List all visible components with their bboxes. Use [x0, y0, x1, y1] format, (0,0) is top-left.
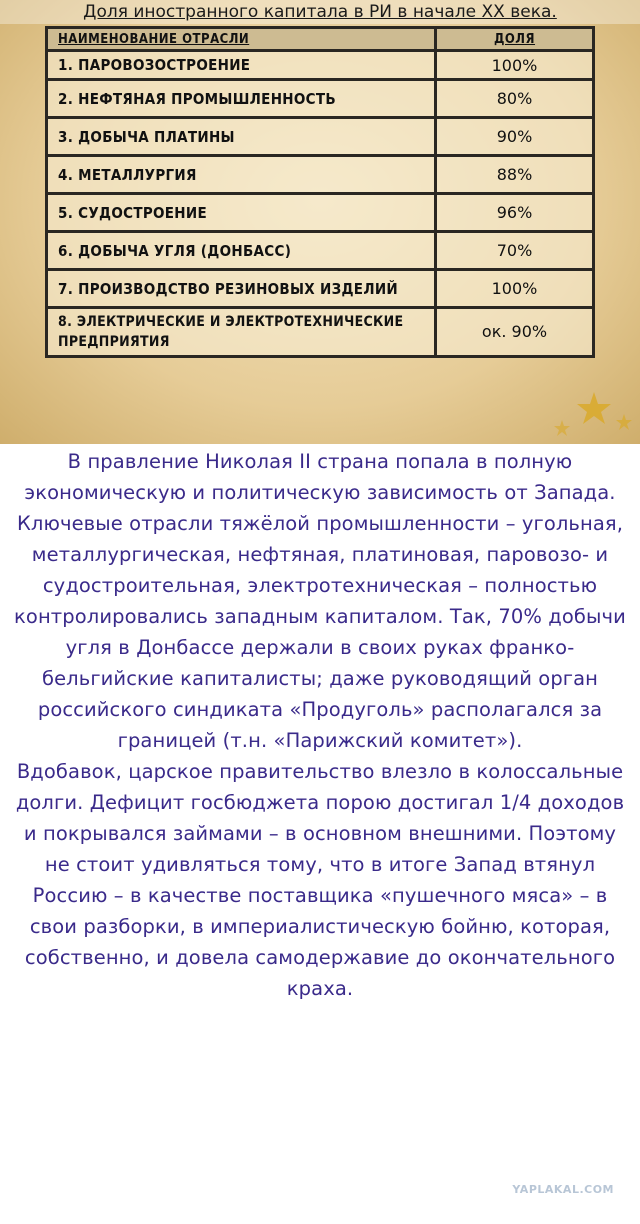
industry-name: 6. ДОБЫЧА УГЛЯ (ДОНБАСС) — [47, 232, 436, 270]
table-row — [47, 308, 594, 357]
paragraph: Вдобавок, царское правительство влезло в колоссальные долги. Дефицит госбюджета порою достигал 1/4 доходов и покрывался займами – в основном внешними. Поэтому не стоит удивляться тому, что в итоге Запад втянул Россию – в качестве поставщика «пушечного мяса» – в свои разборки, в империалистическую бойню, которая, собственно, и довела самодержавие до окончательного краха. — [15, 760, 625, 1000]
industry-name: 7. ПРОИЗВОДСТВО РЕЗИНОВЫХ ИЗДЕЛИЙ — [47, 270, 436, 308]
star-decoration-icon — [524, 384, 634, 444]
industry-name: 3. ДОБЫЧА ПЛАТИНЫ — [47, 118, 436, 156]
industry-share: ок. 90% — [436, 308, 594, 357]
table-title: Доля иностранного капитала в РИ в начале XX века. — [0, 0, 640, 24]
industry-name: 5. СУДОСТРОЕНИЕ — [47, 194, 436, 232]
industry-name: 4. МЕТАЛЛУРГИЯ — [47, 156, 436, 194]
industry-name: 8. ЭЛЕКТРИЧЕСКИЕ И ЭЛЕКТРОТЕХНИЧЕСКИЕ ПРЕДПРИЯТИЯ — [47, 308, 436, 357]
table-row — [47, 232, 594, 270]
watermark: YAPLAKAL.COM — [512, 1183, 614, 1196]
industry-name: 1. ПАРОВОЗОСТРОЕНИЕ — [47, 51, 436, 80]
foreign-capital-table — [45, 26, 595, 358]
paragraph: В правление Николая II страна попала в полную экономическую и политическую зависимость от Запада. Ключевые отрасли тяжёлой промышленности – угольная, металлургическая, нефтяная, платиновая, паровозо- и судостроительная, электротехническая – полностью контролировались западным капиталом. Так, 70% добычи угля в Донбассе держали в своих руках франко-бельгийские капиталисты; даже руководящий орган российского синдиката «Продуголь» располагался за границей (т.н. «Парижский комитет»). — [14, 450, 626, 752]
industry-share: 70% — [436, 232, 594, 270]
article-text — [10, 446, 630, 1004]
header-industry: НАИМЕНОВАНИЕ ОТРАСЛИ — [47, 28, 436, 51]
table-image-panel — [0, 0, 640, 444]
industry-share: 96% — [436, 194, 594, 232]
industry-share: 100% — [436, 270, 594, 308]
table-row — [47, 194, 594, 232]
industry-name: 2. НЕФТЯНАЯ ПРОМЫШЛЕННОСТЬ — [47, 80, 436, 118]
table-row — [47, 51, 594, 80]
industry-share: 80% — [436, 80, 594, 118]
table-row — [47, 80, 594, 118]
table-row — [47, 156, 594, 194]
industry-share: 100% — [436, 51, 594, 80]
table-row — [47, 270, 594, 308]
header-share: ДОЛЯ — [436, 28, 594, 51]
industry-share: 88% — [436, 156, 594, 194]
table-row — [47, 118, 594, 156]
industry-share: 90% — [436, 118, 594, 156]
